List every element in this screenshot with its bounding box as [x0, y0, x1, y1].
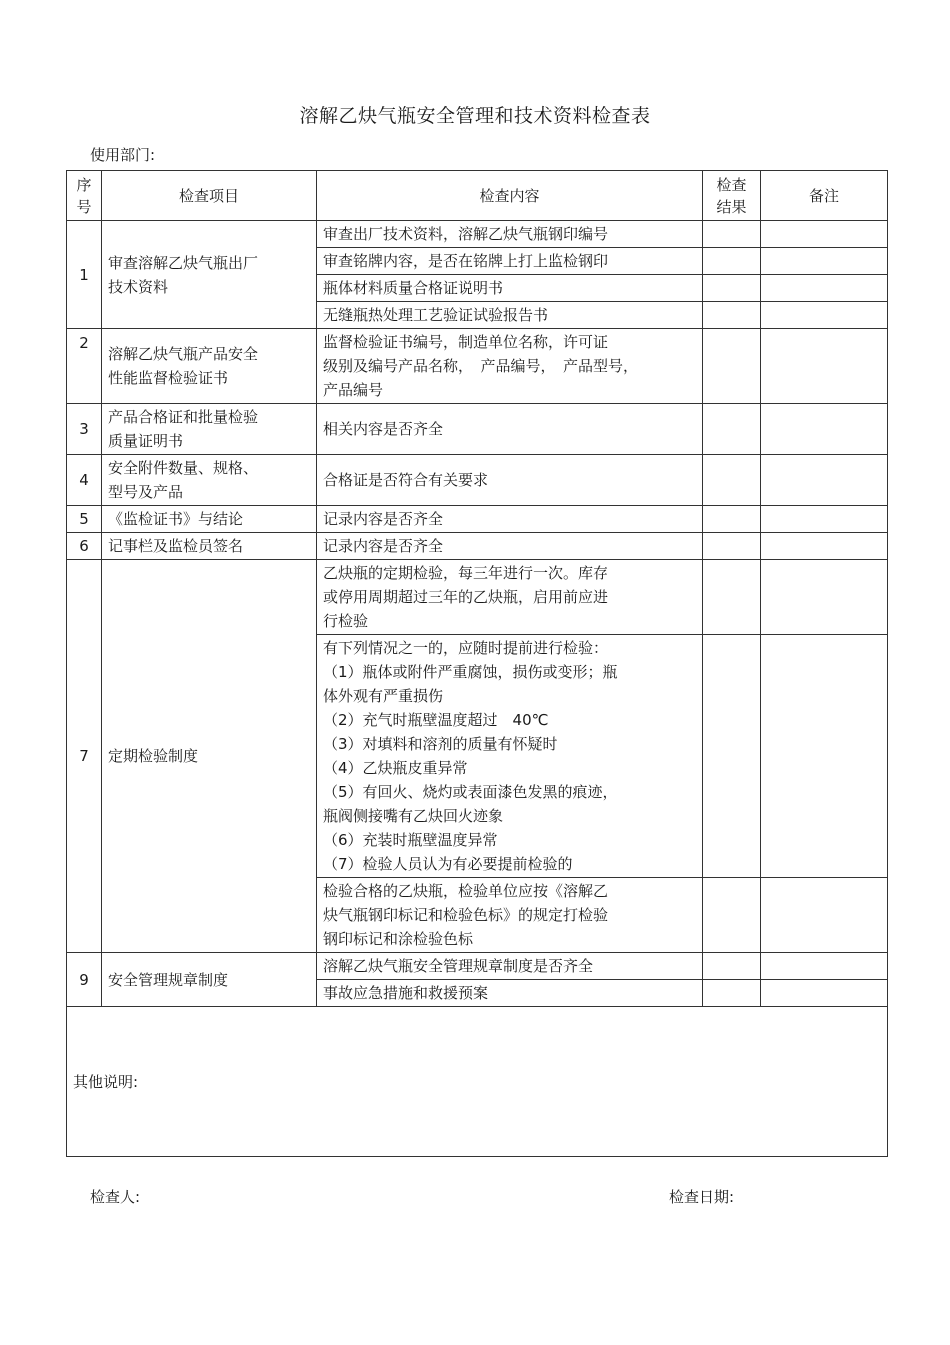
header-row: [67, 171, 888, 221]
row-number: 9: [67, 953, 102, 1007]
check-content: 合格证是否符合有关要求: [317, 455, 703, 506]
result-cell[interactable]: [703, 404, 761, 455]
check-content: 审查出厂技术资料，溶解乙炔气瓶钢印编号: [317, 221, 703, 248]
check-content: 记录内容是否齐全: [317, 533, 703, 560]
check-content: 检验合格的乙炔瓶，检验单位应按《溶解乙 炔气瓶钢印标记和检验色标》的规定打检验 钢印标记和涂检验色标: [317, 878, 703, 953]
remarks-cell[interactable]: [761, 533, 888, 560]
check-item: 溶解乙炔气瓶产品安全 性能监督检验证书: [102, 329, 317, 404]
result-cell[interactable]: [703, 302, 761, 329]
table-row: [67, 221, 888, 248]
result-cell[interactable]: [703, 878, 761, 953]
table-row: [67, 560, 888, 635]
remarks-cell[interactable]: [761, 329, 888, 404]
table-row: [67, 455, 888, 506]
row-number: 1: [67, 221, 102, 329]
table-row: [67, 953, 888, 980]
check-content: 事故应急措施和救援预案: [317, 980, 703, 1007]
check-content: 乙炔瓶的定期检验，每三年进行一次。库存 或停用周期超过三年的乙炔瓶，启用前应进 行检验: [317, 560, 703, 635]
check-content: 相关内容是否齐全: [317, 404, 703, 455]
remarks-cell[interactable]: [761, 404, 888, 455]
department-label: 使用部门:: [90, 146, 156, 164]
remarks-cell[interactable]: [761, 275, 888, 302]
inspector-label: 检查人:: [90, 1188, 141, 1206]
result-cell[interactable]: [703, 221, 761, 248]
result-cell[interactable]: [703, 275, 761, 302]
table-row: [67, 329, 888, 404]
table-row: [67, 506, 888, 533]
row-number: 6: [67, 533, 102, 560]
result-cell[interactable]: [703, 455, 761, 506]
remarks-cell[interactable]: [761, 980, 888, 1007]
check-item: 安全管理规章制度: [102, 953, 317, 1007]
remarks-cell[interactable]: [761, 302, 888, 329]
table-row: [67, 533, 888, 560]
row-number: 3: [67, 404, 102, 455]
row-number: 4: [67, 455, 102, 506]
header-result: 检查 结果: [703, 171, 761, 221]
remarks-cell[interactable]: [761, 506, 888, 533]
header-item: 检查项目: [102, 171, 317, 221]
check-item: 产品合格证和批量检验 质量证明书: [102, 404, 317, 455]
table-row: [67, 404, 888, 455]
remarks-cell[interactable]: [761, 878, 888, 953]
result-cell[interactable]: [703, 560, 761, 635]
check-item: 定期检验制度: [102, 560, 317, 953]
remarks-cell[interactable]: [761, 953, 888, 980]
result-cell[interactable]: [703, 533, 761, 560]
check-content: 审查铭牌内容，是否在铭牌上打上监检钢印: [317, 248, 703, 275]
inspection-table: [66, 170, 888, 1157]
result-cell[interactable]: [703, 635, 761, 878]
remarks-cell[interactable]: [761, 248, 888, 275]
result-cell[interactable]: [703, 980, 761, 1007]
other-notes-cell[interactable]: [67, 1007, 888, 1157]
check-content: 记录内容是否齐全: [317, 506, 703, 533]
check-content: 监督检验证书编号，制造单位名称，许可证 级别及编号产品名称， 产品编号， 产品型号， 产品编号: [317, 329, 703, 404]
row-number: 2: [67, 329, 102, 404]
header-seq: 序 号: [67, 171, 102, 221]
row-number: 5: [67, 506, 102, 533]
remarks-cell[interactable]: [761, 635, 888, 878]
other-notes-row: [67, 1007, 888, 1157]
check-content: 溶解乙炔气瓶安全管理规章制度是否齐全: [317, 953, 703, 980]
remarks-cell[interactable]: [761, 560, 888, 635]
result-cell[interactable]: [703, 248, 761, 275]
inspection-date-label: 检查日期:: [669, 1188, 735, 1206]
check-content: 有下列情况之一的，应随时提前进行检验： （1）瓶体或附件严重腐蚀，损伤或变形；瓶 体外观有严重损伤 （2）充气时瓶壁温度超过 40℃ （3）对填料和溶剂的质量有怀疑时 （4）乙炔瓶皮重异常 （5）有回火、烧灼或表面漆色发黑的痕迹， 瓶阀侧接嘴有乙炔回火迹象 （6）充装时瓶壁温度异常 （7）检验人员认为有必要提前检验的: [317, 635, 703, 878]
result-cell[interactable]: [703, 506, 761, 533]
check-item: 审查溶解乙炔气瓶出厂 技术资料: [102, 221, 317, 329]
header-content: 检查内容: [317, 171, 703, 221]
check-item: 《监检证书》与结论: [102, 506, 317, 533]
remarks-cell[interactable]: [761, 221, 888, 248]
check-content: 无缝瓶热处理工艺验证试验报告书: [317, 302, 703, 329]
row-number: 7: [67, 560, 102, 953]
check-content: 瓶体材料质量合格证说明书: [317, 275, 703, 302]
check-item: 记事栏及监检员签名: [102, 533, 317, 560]
result-cell[interactable]: [703, 953, 761, 980]
other-notes-label: 其他说明:: [73, 1072, 139, 1091]
result-cell[interactable]: [703, 329, 761, 404]
remarks-cell[interactable]: [761, 455, 888, 506]
header-remarks: 备注: [761, 171, 888, 221]
page-title: 溶解乙炔气瓶安全管理和技术资料检查表: [299, 105, 651, 127]
check-item: 安全附件数量、规格、 型号及产品: [102, 455, 317, 506]
